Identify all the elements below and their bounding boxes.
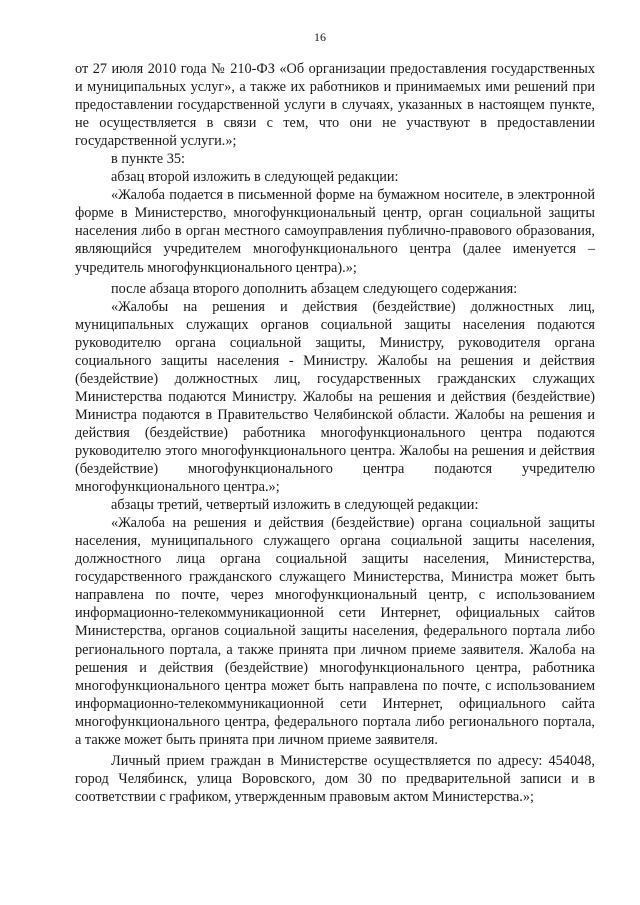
paragraph-quote-complaint-channels: «Жалоба на решения и действия (бездействие) органа социальной защиты населения, муниципального служащего органа социальной защиты населения, должностного лица органа социальной защиты населения, Министерства, государственного гражданского служащего Министерства, Министра может быть направлена по почте, через многофункциональный центр, с использованием информационно-телекоммуникационной сети Интернет, официальных сайтов Министерства, органов социальной защиты населения, федерального портала либо регионального портала, а также принята при личном приеме заявителя. Жалоба на решения и действия (бездействие) многофункционального центра, работника многофункционального центра может быть направлена по почте, с использованием информационно-телекоммуникационной сети Интернет, официального сайта многофункционального центра, федерального портала либо регионального портала, а также может быть принята при личном приеме заявителя.	[75, 515, 595, 748]
paragraph-quote-complaints-officials: «Жалобы на решения и действия (бездействие) должностных лиц, муниципальных служащих органов социальной защиты населения подаются руководителю органа социальной защиты, Министру, руководителя органа социального защиты населения - Министру. Жалобы на решения и действия (бездействие) должностных лиц, государственных гражданских служащих Министерства подаются Министру. Жалобы на решения и действия (бездействие) Министра подаются в Правительство Челябинской области. Жалобы на решения и действия (бездействие) работника многофункционального центра подаются руководителю этого многофункционального центра. Жалобы на решения и действия (бездействие) многофункционального центра подаются учредителю многофункционального центра.»;	[75, 298, 595, 496]
paragraph-instruction: абзацы третий, четвертый изложить в следующей редакции:	[111, 497, 479, 514]
paragraph-instruction: после абзаца второго дополнить абзацем следующего содержания:	[111, 280, 518, 297]
paragraph-continuation: от 27 июля 2010 года № 210-ФЗ «Об организации предоставления государственных и муниципальных услуг», а также их работников и принимаемых ими решений при предоставлении государственной услуги в случаях, указанных в настоящем пункте, не осуществляется в связи с тем, что они не участвуют в предоставлении государственной услуги.»;	[75, 61, 595, 150]
paragraph-instruction: абзац второй изложить в следующей редакции:	[111, 169, 399, 186]
paragraph-reception-address: Личный прием граждан в Министерстве осуществляется по адресу: 454048, город Челябинск, улица Воровского, дом 30 по предварительной записи и в соответствии с графиком, утвержденным правовым актом Министерства.»;	[75, 752, 595, 805]
paragraph-item-35: в пункте 35:	[111, 151, 185, 168]
document-body	[75, 60, 595, 806]
page-number: 16	[314, 30, 326, 44]
paragraph-quote-complaint: «Жалоба подается в письменной форме на бумажном носителе, в электронной форме в Министерство, многофункциональный центр, орган социальной защиты населения либо в орган местного самоуправления публично-правового образования, являющийся учредителем многофункционального центра (далее именуется – учредитель многофункционального центра).»;	[75, 187, 595, 276]
